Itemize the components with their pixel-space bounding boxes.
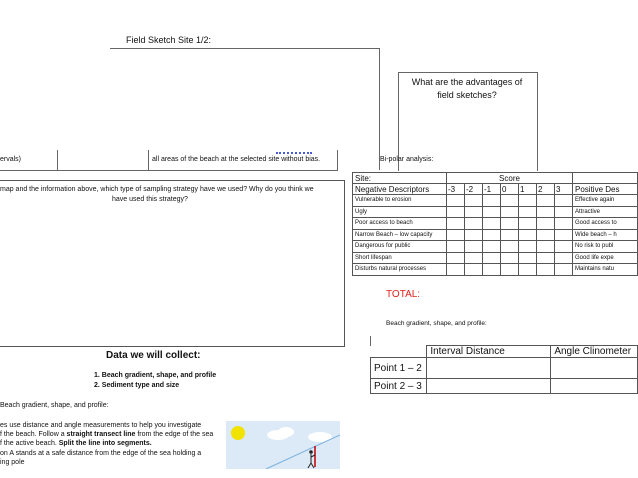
profile-header-row xyxy=(371,346,638,358)
person-icon xyxy=(309,450,313,454)
negative-descriptor: Narrow Beach – low capacity xyxy=(353,229,447,241)
angle-clinometer-header: Angle Clinometer xyxy=(551,346,638,358)
profile-corner-cell xyxy=(371,346,427,358)
method-subheading: Beach gradient, shape, and profile: xyxy=(0,402,109,409)
table-row xyxy=(353,218,638,230)
table-row xyxy=(371,358,638,379)
bipolar-table xyxy=(352,172,638,276)
score-cell[interactable] xyxy=(501,264,519,276)
site-label: Site: xyxy=(353,173,447,184)
score-header: -1 xyxy=(483,184,501,195)
score-cell[interactable] xyxy=(483,252,501,264)
positive-descriptor: Maintains natu xyxy=(573,264,638,276)
sampling-question-line2: have used this strategy? xyxy=(112,196,188,203)
point-label: Point 2 – 3 xyxy=(371,379,427,394)
score-cell[interactable] xyxy=(537,218,555,230)
score-cell[interactable] xyxy=(483,264,501,276)
negative-descriptor: Dangerous for public xyxy=(353,241,447,253)
score-cell[interactable] xyxy=(555,252,573,264)
negative-header: Negative Descriptors xyxy=(353,184,447,195)
positive-descriptor: Attractive xyxy=(573,206,638,218)
score-cell[interactable] xyxy=(483,229,501,241)
method-line3-a: f the active beach. xyxy=(0,440,59,447)
angle-cell[interactable] xyxy=(551,358,638,379)
positive-descriptor: Good access to xyxy=(573,218,638,230)
score-cell[interactable] xyxy=(501,229,519,241)
score-cell[interactable] xyxy=(555,218,573,230)
method-line2-b: straight transect line xyxy=(66,431,136,438)
interval-distance-cell[interactable] xyxy=(427,358,551,379)
score-cell[interactable] xyxy=(537,252,555,264)
score-cell[interactable] xyxy=(465,195,483,207)
bipolar-label: Bi-polar analysis: xyxy=(380,156,434,163)
score-cell[interactable] xyxy=(465,218,483,230)
score-cell[interactable] xyxy=(519,264,537,276)
score-cell[interactable] xyxy=(465,252,483,264)
method-line3-b: Split the line into segments. xyxy=(58,440,152,447)
score-cell[interactable] xyxy=(483,195,501,207)
score-cell[interactable] xyxy=(501,206,519,218)
top-row-divider-2 xyxy=(148,150,149,171)
score-cell[interactable] xyxy=(447,229,465,241)
table-row xyxy=(353,229,638,241)
score-label: Score xyxy=(447,173,573,184)
score-cell[interactable] xyxy=(519,206,537,218)
score-header: 1 xyxy=(519,184,537,195)
score-cell[interactable] xyxy=(465,206,483,218)
advantages-question-line1: What are the advantages of xyxy=(411,77,523,87)
score-cell[interactable] xyxy=(519,241,537,253)
score-cell[interactable] xyxy=(501,252,519,264)
score-cell[interactable] xyxy=(465,229,483,241)
positive-descriptor: Wide beach – h xyxy=(573,229,638,241)
sampling-question-box[interactable] xyxy=(0,180,345,347)
profile-label: Beach gradient, shape, and profile: xyxy=(386,320,487,327)
score-cell[interactable] xyxy=(447,264,465,276)
score-cell[interactable] xyxy=(519,252,537,264)
cloud-icon xyxy=(278,427,294,437)
table-row xyxy=(353,206,638,218)
score-cell[interactable] xyxy=(447,252,465,264)
score-cell[interactable] xyxy=(447,241,465,253)
score-cell[interactable] xyxy=(483,241,501,253)
method-line4: on A stands at a safe distance from the edge of the sea holding a xyxy=(0,450,202,457)
score-cell[interactable] xyxy=(537,241,555,253)
score-header: -3 xyxy=(447,184,465,195)
method-line1: es use distance and angle measurements to help you investigate xyxy=(0,422,202,429)
bipolar-header-row xyxy=(353,184,638,195)
score-header: 2 xyxy=(537,184,555,195)
score-cell[interactable] xyxy=(483,206,501,218)
score-cell[interactable] xyxy=(447,195,465,207)
score-cell[interactable] xyxy=(501,241,519,253)
collect-item-2: 2. Sediment type and size xyxy=(94,382,180,389)
beach-sampling-text: all areas of the beach at the selected site without bias. xyxy=(152,156,321,163)
profile-table xyxy=(370,345,638,394)
interval-distance-cell[interactable] xyxy=(427,379,551,394)
intervals-fragment: ervals) xyxy=(0,156,22,163)
negative-descriptor: Disturbs natural processes xyxy=(353,264,447,276)
score-cell[interactable] xyxy=(519,195,537,207)
spelling-underline xyxy=(276,152,312,154)
negative-descriptor: Ugly xyxy=(353,206,447,218)
score-cell[interactable] xyxy=(447,218,465,230)
total-label: TOTAL: xyxy=(386,289,421,300)
field-sketch-title: Field Sketch Site 1/2: xyxy=(126,35,212,45)
sketch-box-top xyxy=(110,48,380,49)
top-row-divider-1 xyxy=(57,150,58,171)
score-cell[interactable] xyxy=(519,218,537,230)
table-row xyxy=(353,195,638,207)
advantages-question-line2: field sketches? xyxy=(437,90,497,100)
profile-tick-mark xyxy=(370,336,371,346)
score-header: 3 xyxy=(555,184,573,195)
collect-heading: Data we will collect: xyxy=(106,350,201,361)
score-cell[interactable] xyxy=(537,206,555,218)
method-line2-c: from the edge of the sea xyxy=(135,431,214,438)
score-cell[interactable] xyxy=(555,195,573,207)
positive-descriptor: No risk to publ xyxy=(573,241,638,253)
angle-cell[interactable] xyxy=(551,379,638,394)
score-cell[interactable] xyxy=(555,206,573,218)
site-spare-cell xyxy=(573,173,638,184)
score-header: 0 xyxy=(501,184,519,195)
score-cell[interactable] xyxy=(537,195,555,207)
point-label: Point 1 – 2 xyxy=(371,358,427,379)
score-cell[interactable] xyxy=(537,229,555,241)
score-cell[interactable] xyxy=(501,195,519,207)
score-cell[interactable] xyxy=(555,264,573,276)
method-line3 xyxy=(0,440,152,447)
score-cell[interactable] xyxy=(519,229,537,241)
score-cell[interactable] xyxy=(537,264,555,276)
method-line2-a: f the beach. Follow a xyxy=(0,431,67,438)
negative-descriptor: Short lifespan xyxy=(353,252,447,264)
score-cell[interactable] xyxy=(555,229,573,241)
table-row xyxy=(353,252,638,264)
score-cell[interactable] xyxy=(447,206,465,218)
sampling-question-line1: map and the information above, which type of sampling strategy have we used? Why do you think we xyxy=(0,186,314,193)
score-cell[interactable] xyxy=(555,241,573,253)
table-row xyxy=(353,241,638,253)
collect-item-1: 1. Beach gradient, shape, and profile xyxy=(94,372,217,379)
positive-descriptor: Good life expe xyxy=(573,252,638,264)
positive-descriptor: Effective again xyxy=(573,195,638,207)
score-cell[interactable] xyxy=(501,218,519,230)
score-header: -2 xyxy=(465,184,483,195)
score-cell[interactable] xyxy=(465,264,483,276)
method-line5: ing pole xyxy=(0,459,25,466)
table-row xyxy=(353,264,638,276)
top-row-divider-3 xyxy=(337,150,338,171)
beach-illustration xyxy=(226,421,340,469)
interval-distance-header: Interval Distance xyxy=(427,346,551,358)
top-row-line xyxy=(0,170,338,171)
score-cell[interactable] xyxy=(465,241,483,253)
positive-header: Positive Des xyxy=(573,184,638,195)
table-row xyxy=(371,379,638,394)
bipolar-site-row xyxy=(353,173,638,184)
negative-descriptor: Poor access to beach xyxy=(353,218,447,230)
negative-descriptor: Vulnerable to erosion xyxy=(353,195,447,207)
sun-icon xyxy=(231,426,245,440)
score-cell[interactable] xyxy=(483,218,501,230)
sketch-box-right xyxy=(379,48,380,170)
method-line2 xyxy=(0,431,213,438)
